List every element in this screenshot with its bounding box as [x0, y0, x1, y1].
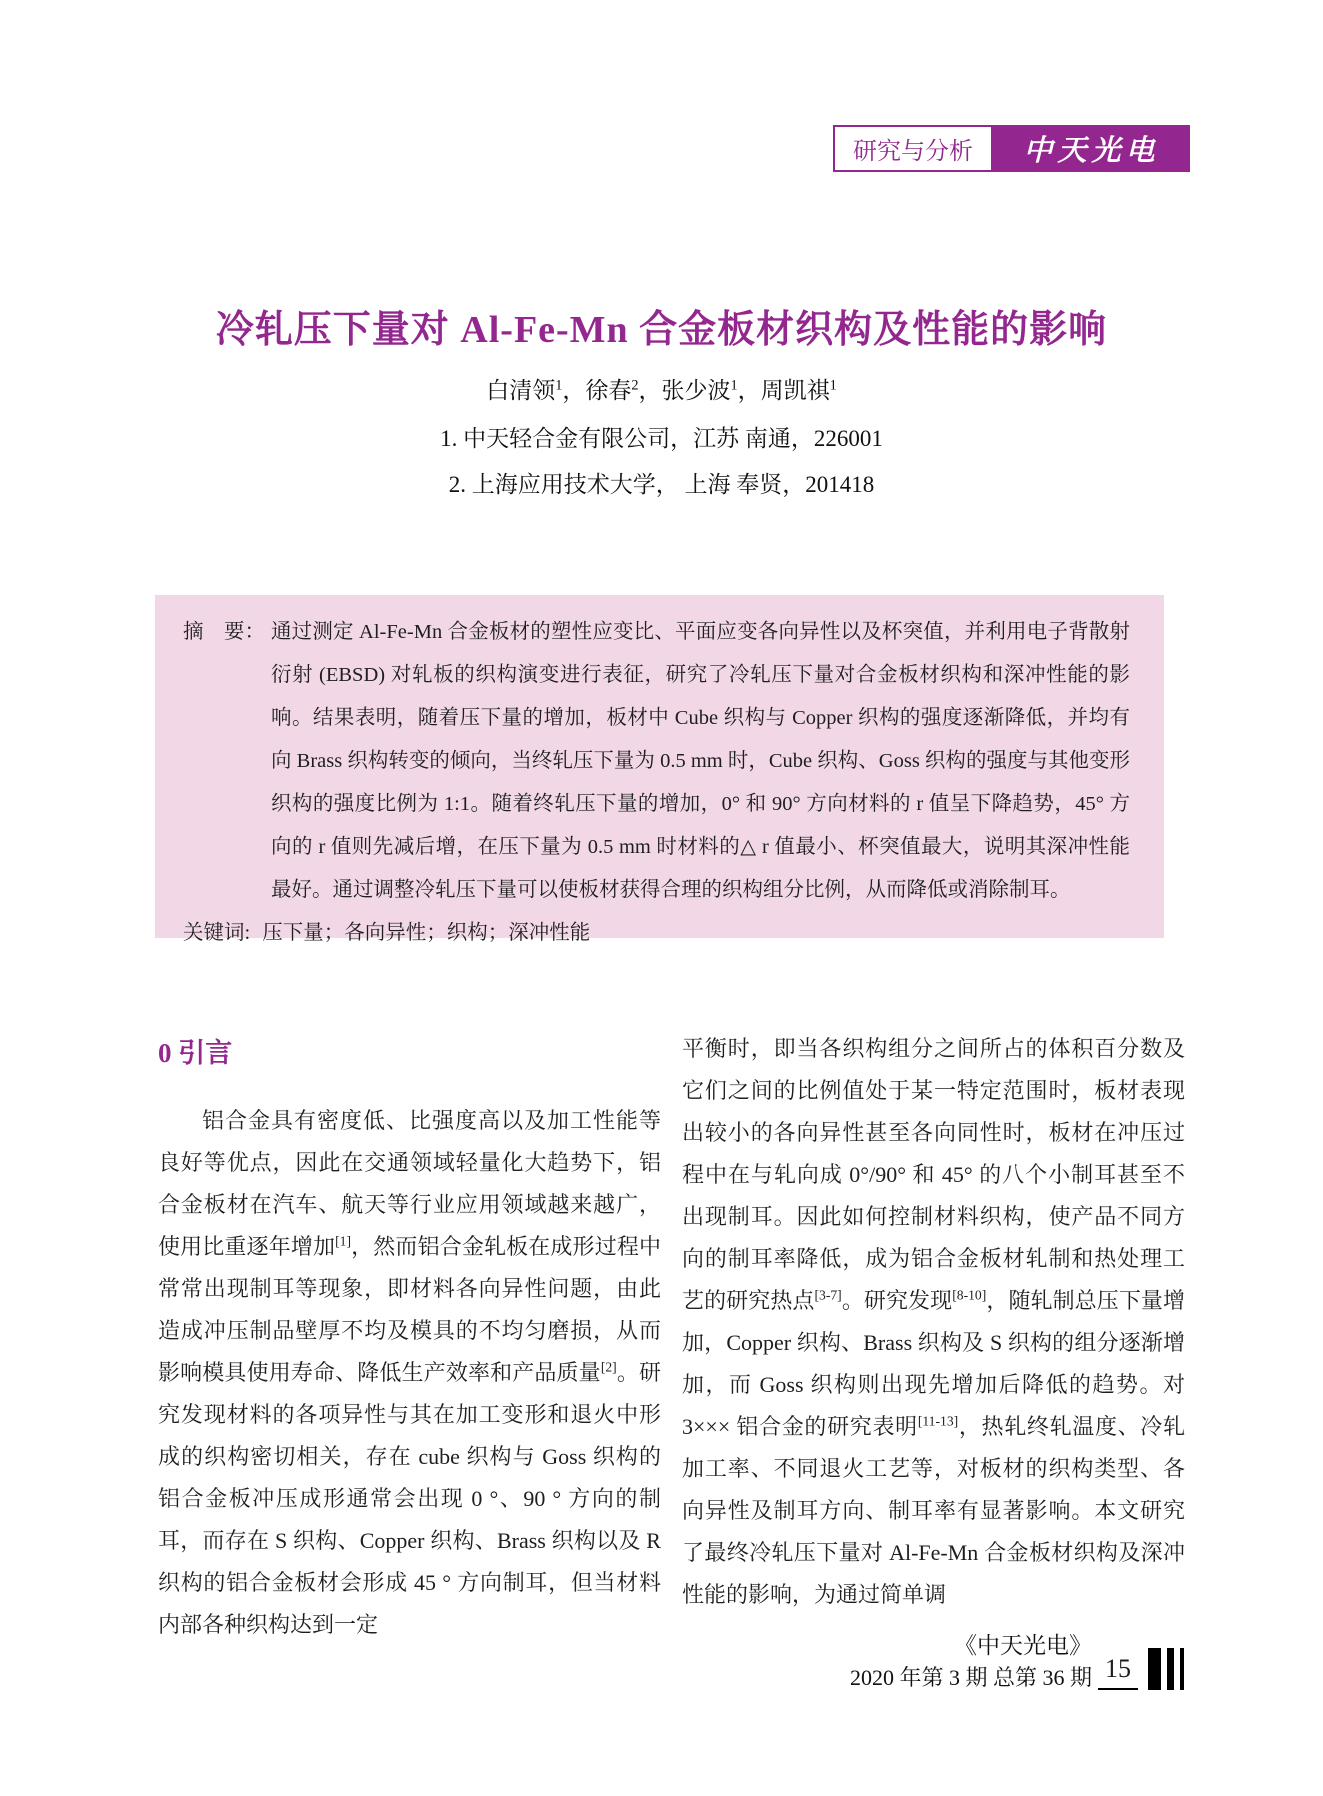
section-tab-label: 研究与分析: [853, 138, 973, 165]
brand-logo: [993, 125, 1190, 172]
keywords-row: [183, 912, 1130, 955]
right-column: [682, 1028, 1185, 1646]
affiliation-2: 2. 上海应用技术大学， 上海 奉贤，201418: [448, 472, 875, 497]
abstract-row: [183, 611, 1130, 912]
footer-bar-thin: [1180, 1648, 1184, 1690]
section-tab: [833, 125, 993, 172]
keywords-label: 关键词:: [183, 922, 251, 944]
affiliation-1: 1. 中天轻合金有限公司，江苏 南通，226001: [440, 426, 883, 451]
footer-bars-decoration: [1148, 1648, 1184, 1690]
authors-line: 白清领$^1$，徐春$^2$，张少波$^1$，周凯祺$^1$: [486, 377, 837, 403]
footer-text: [850, 1630, 1092, 1694]
page-header: [833, 125, 1190, 172]
footer-bar-thick: [1148, 1648, 1161, 1690]
abstract-label: 摘 要：: [183, 621, 265, 643]
body-columns: [158, 1028, 1185, 1646]
left-column-text: 铝合金具有密度低、比强度高以及加工性能等良好等优点，因此在交通领域轻量化大趋势下，铝合金板材在汽车、航天等行业应用领域越来越广，使用比重逐年增加[1]，然而铝合金轧板在成形过程中常常出现制耳等现象，即材料各向异性问题，由此造成冲压制品壁厚不均及模具的不均匀磨损，从而影响模具使用寿命、降低生产效率和产品质量[2]。研究发现材料的各项异性与其在加工变形和退火中形成的织构密切相关，存在 cube 织构与 Goss 织构的铝合金板冲压成形通常会出现 0 °、90 ° 方向的制耳，而存在 S 织构、Copper 织构、Brass 织构以及 R 织构的铝合金板材会形成 45 ° 方向制耳，但当材料内部各种织构达到一定: [158, 1108, 661, 1637]
left-column: [158, 1028, 661, 1646]
right-column-text: 平衡时，即当各织构组分之间所占的体积百分数及它们之间的比例值处于某一特定范围时，板材表现出较小的各向异性甚至各向同性时，板材在冲压过程中在与轧向成 0°/90° 和 45° 的八个小制耳甚至不出现制耳。因此如何控制材料织构，使产品不同方向的制耳率降低，成为铝合金板材轧制和热处理工艺的研究热点[3-7]。研究发现[8-10]，随轧制总压下量增加，Copper 织构、Brass 织构及 S 织构的组分逐渐增加，而 Goss 织构则出现先增加后降低的趋势。对 3××× 铝合金的研究表明[11-13]，热轧终轧温度、冷轧加工率、不同退火工艺等，对板材的织构类型、各向异性及制耳方向、制耳率有显著影响。本文研究了最终冷轧压下量对 Al-Fe-Mn 合金板材织构及深冲性能的影响，为通过简单调: [682, 1036, 1185, 1607]
footer-bar-medium: [1167, 1648, 1174, 1690]
footer-page-block: [1098, 1648, 1184, 1690]
abstract-box: [155, 595, 1164, 944]
abstract-text: 通过测定 Al-Fe-Mn 合金板材的塑性应变比、平面应变各向异性以及杯突值，并利用电子背散射衍射 (EBSD) 对轧板的织构演变进行表征，研究了冷轧压下量对合金板材织构和深冲性能的影响。结果表明，随着压下量的增加，板材中 Cube 织构与 Copper 织构的强度逐渐降低，并均有向 Brass 织构转变的倾向，当终轧压下量为 0.5 mm 时，Cube 织构、Goss 织构的强度与其他变形织构的强度比例为 1:1。随着终轧压下量的增加，0° 和 90° 方向材料的 r 值呈下降趋势，45° 方向的 r 值则先减后增，在压下量为 0.5 mm 时材料的△ r 值最小、杯突值最大，说明其深冲性能最好。通过调整冷轧压下量可以使板材获得合理的织构组分比例，从而降低或消除制耳。: [271, 621, 1130, 901]
footer-journal-name: 《中天光电》: [954, 1633, 1092, 1658]
brand-logo-text: 中天光电: [1023, 133, 1160, 167]
section-heading-intro: 0 引言: [158, 1038, 233, 1068]
page-number: 15: [1098, 1650, 1138, 1690]
footer-issue-line: 2020 年第 3 期 总第 36 期: [849, 1665, 1092, 1690]
keywords-text: 压下量；各向异性；织构；深冲性能: [262, 922, 591, 944]
article-title: 冷轧压下量对 Al-Fe-Mn 合金板材织构及性能的影响: [215, 309, 1108, 351]
